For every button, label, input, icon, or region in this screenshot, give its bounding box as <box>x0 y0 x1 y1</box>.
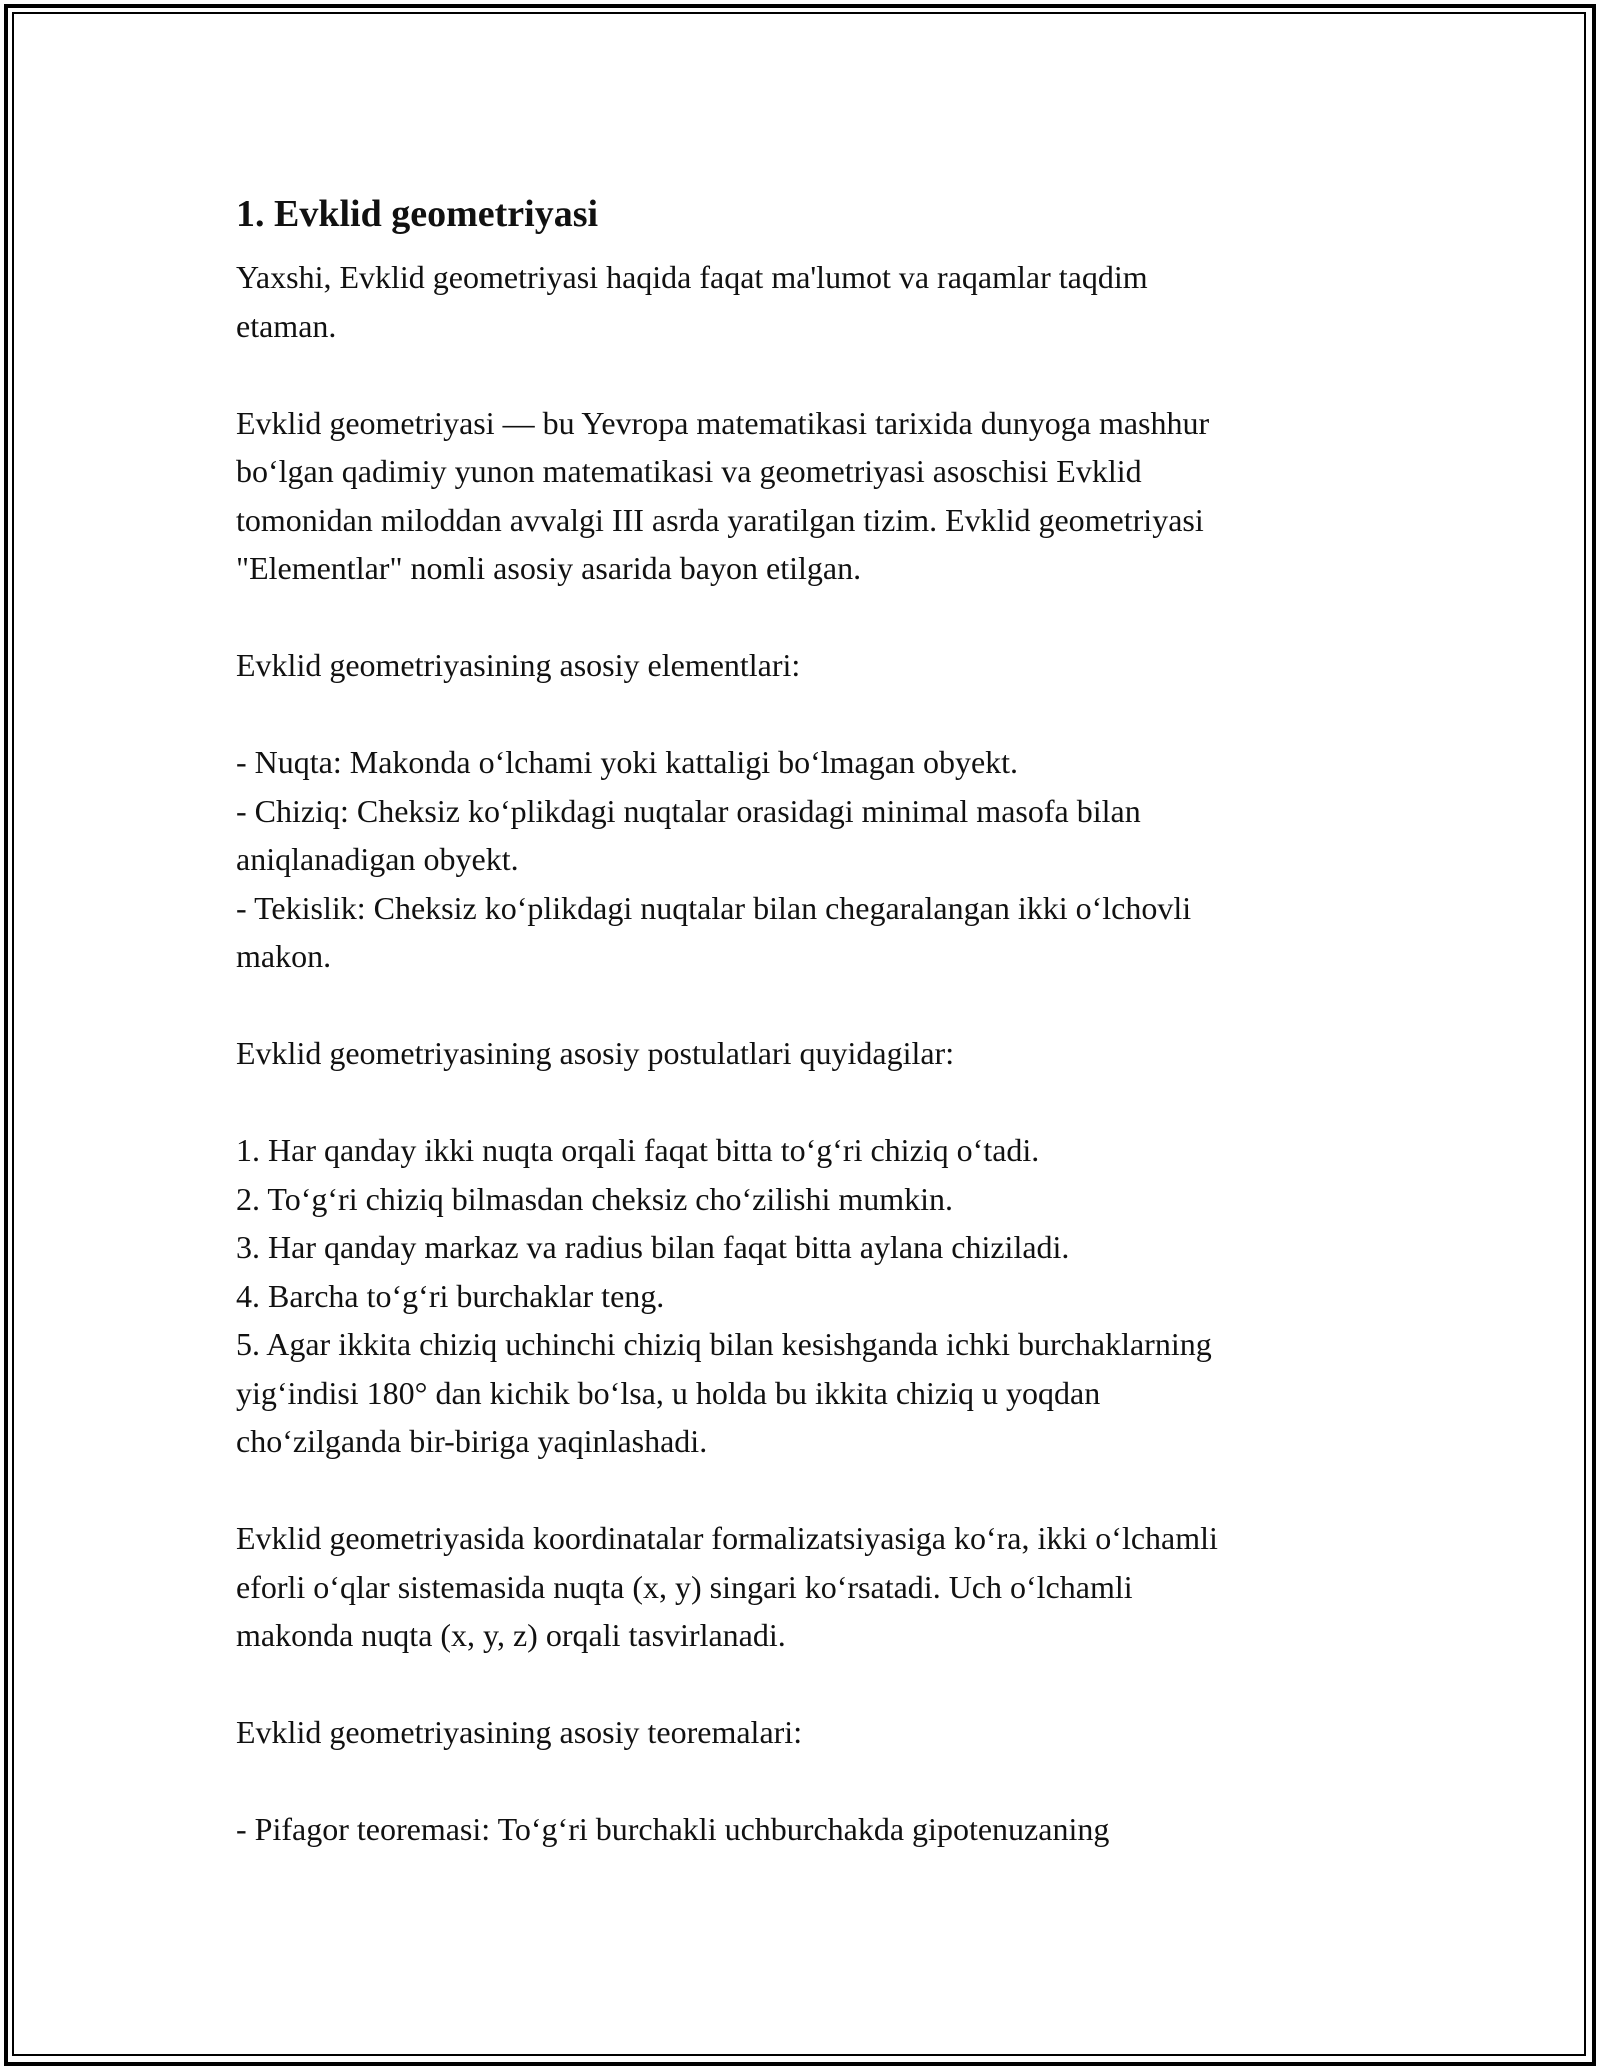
paragraph-spacer <box>236 1466 1371 1515</box>
section-title: 1. Evklid geometriyasi <box>236 193 599 235</box>
elements-list: - Nuqta: Makonda o‘lchami yoki kattaligi bo‘lmagan obyekt. - Chiziq: Cheksiz ko‘plikdagi nuqtalar orasidagi minimal masofa bilan aniqlanadigan obyekt. - Tekislik: Cheksiz ko‘plikdagi nuqtalar bilan chegaralangan ikki o‘lchovli makon. <box>236 744 1192 974</box>
postulates-heading: Evklid geometriyasining asosiy postulatlari quyidagilar: <box>236 1035 955 1071</box>
document-body <box>236 185 1371 1854</box>
definition-paragraph: Evklid geometriyasi — bu Yevropa matematikasi tarixida dunyoga mashhur bo‘lgan qadimiy yunon matematikasi va geometriyasi asoschisi Evklid tomonidan miloddan avvalgi III asrda yaratilgan tizim. Evklid geometriyasi "Elementlar" nomli asosiy asarida bayon etilgan. <box>236 404 1210 586</box>
intro-paragraph: Yaxshi, Evklid geometriyasi haqida faqat ma'lumot va raqamlar taqdim etaman. <box>236 259 1148 344</box>
theorems-list: - Pifagor teoremasi: To‘g‘ri burchakli uchburchakda gipotenuzaning <box>236 1811 1110 1847</box>
paragraph-spacer <box>236 1078 1371 1127</box>
paragraph-spacer <box>236 981 1371 1030</box>
theorems-heading: Evklid geometriyasining asosiy teoremalari: <box>236 1714 803 1750</box>
postulates-list: 1. Har qanday ikki nuqta orqali faqat bitta to‘g‘ri chiziq o‘tadi. 2. To‘g‘ri chiziq bilmasdan cheksiz cho‘zilishi mumkin. 3. Har qanday markaz va radius bilan faqat bitta aylana chiziladi. 4. Barcha to‘g‘ri burchaklar teng. 5. Agar ikkita chiziq uchinchi chiziq bilan kesishganda ichki burchaklarning yig‘indisi 180° dan kichik bo‘lsa, u holda bu ikkita chiziq u yoqdan cho‘zilganda bir-biriga yaqinlashadi. <box>236 1132 1212 1459</box>
paragraph-spacer <box>236 593 1371 642</box>
paragraph-spacer <box>236 350 1371 399</box>
paragraph-spacer <box>236 690 1371 739</box>
paragraph-spacer <box>236 1757 1371 1806</box>
coordinates-paragraph: Evklid geometriyasida koordinatalar formalizatsiyasiga ko‘ra, ikki o‘lchamli eforli o‘qlar sistemasida nuqta (x, y) singari ko‘rsatadi. Uch o‘lchamli makonda nuqta (x, y, z) orqali tasvirlanadi. <box>236 1520 1218 1653</box>
elements-heading: Evklid geometriyasining asosiy elementlari: <box>236 647 801 683</box>
paragraph-spacer <box>236 1660 1371 1709</box>
